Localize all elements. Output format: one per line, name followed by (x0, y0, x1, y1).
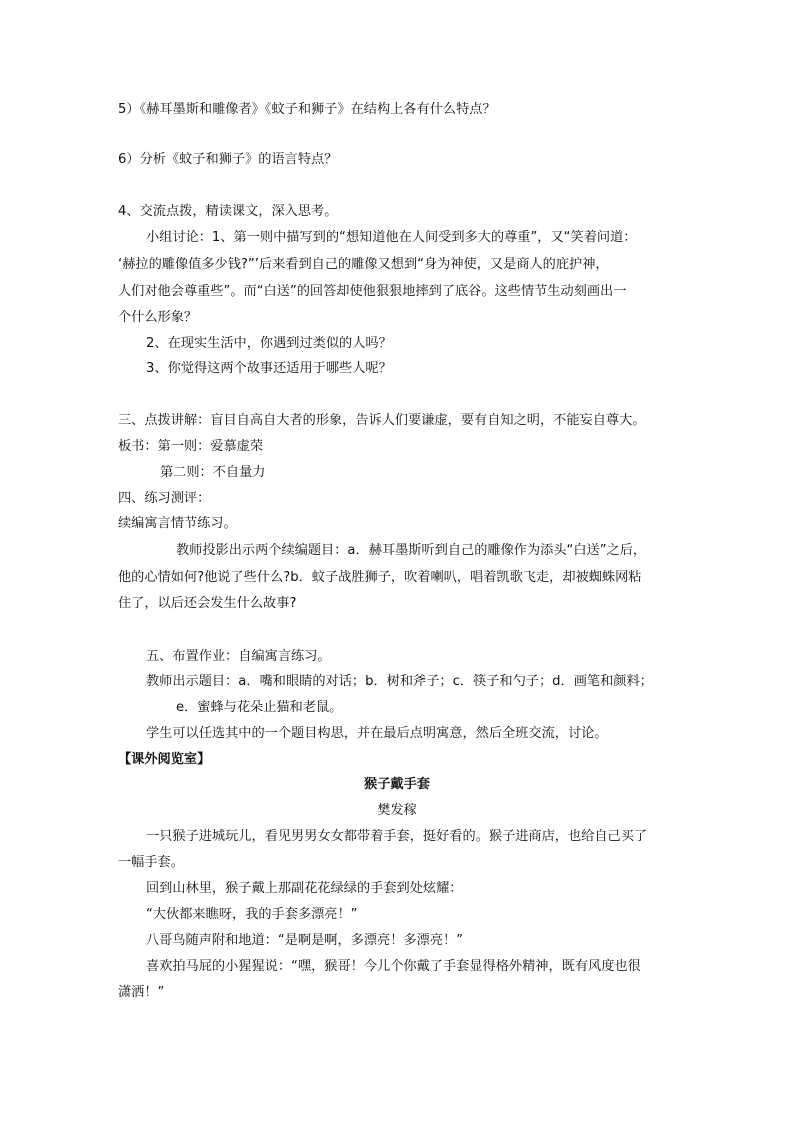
step4-title: 4、交流点拨，精读课文，深入思考。 (118, 204, 338, 219)
story-line-6: 喜欢拍马屁的小猩猩说：“嘿，猴哥！今儿个你戴了手套显得格外精神，既有风度也很 (146, 959, 641, 974)
discussion-line-2: ‘赫拉的雕像值多少钱?”’后来看到自己的雕像又想到“身为神使，又是商人的庇护神， (118, 257, 609, 272)
part5-line-3: 学生可以任选其中的一个题目构思，并在最后点明寓意，然后全班交流，讨论。 (146, 726, 608, 741)
part5-title: 五、布置作业：自编寓言练习。 (146, 649, 331, 664)
story-line-7: 潇洒！” (118, 985, 165, 1000)
part5-line-2: e．蜜蜂与花朵止猫和老鼠。 (176, 700, 343, 715)
question-6: 6）分析《蚊子和狮子》的语言特点？ (118, 152, 338, 167)
board-line-1: 板书：第一则：爱慕虚荣 (118, 439, 264, 454)
part5-line-1: 教师出示题目：a．嘴和眼睛的对话；b．树和斧子；c．筷子和勺子；d．画笔和颜料； (146, 674, 653, 689)
story-line-2: 一幅手套。 (118, 855, 184, 870)
story-line-1: 一只猴子进城玩儿，看见男男女女都带着手套，挺好看的。猴子进商店，也给自己买了 (146, 829, 648, 844)
discussion-line-1: 小组讨论：1、第一则中描写到的“想知道他在人间受到多大的尊重”，又“笑着问道： (146, 230, 637, 245)
story-line-4: “大伙都来瞧呀，我的手套多漂亮！” (146, 907, 358, 922)
discussion-line-5: 2、在现实生活中，你遇到过类似的人吗？ (146, 336, 392, 351)
part4-sub: 续编寓言情节练习。 (118, 516, 237, 531)
discussion-line-4: 个什么形象？ (118, 310, 198, 325)
part4-line-1: 教师投影出示两个续编题目：a．赫耳墨斯听到自己的雕像作为添头“白送”之后， (176, 543, 647, 558)
story-author: 樊发稼 (377, 803, 417, 818)
reading-section-title: 【课外阅览室】 (118, 752, 211, 767)
question-5: 5）《赫耳墨斯和雕像者》《蚊子和狮子》在结构上各有什么特点？ (118, 102, 496, 117)
part4-title: 四、练习测评： (118, 491, 211, 506)
board-line-2: 第二则：不自量力 (160, 465, 266, 480)
discussion-line-3: 人们对他会尊重些”。而“白送”的回答却使他狠狠地摔到了底谷。这些情节生动刻画出一 (118, 284, 627, 299)
story-line-3: 回到山林里，猴子戴上那副花花绿绿的手套到处炫耀： (146, 881, 463, 896)
story-title: 猴子戴手套 (364, 777, 430, 792)
part3-text: 三、点拨讲解：盲目自高自大者的形象，告诉人们要谦虚，要有自知之明，不能妄自尊大。 (118, 413, 646, 428)
part4-line-3: 住了，以后还会发生什么故事? (118, 596, 297, 611)
part4-line-2: 他的心情如何?他说了些什么?b．蚊子战胜狮子，吹着喇叭，唱着凯歌飞走，却被蜘蛛网粘 (118, 570, 642, 585)
story-line-5: 八哥鸟随声附和地道：“是啊是啊，多漂亮！多漂亮！” (146, 933, 463, 948)
discussion-line-6: 3、你觉得这两个故事还适用于哪些人呢？ (146, 361, 392, 376)
